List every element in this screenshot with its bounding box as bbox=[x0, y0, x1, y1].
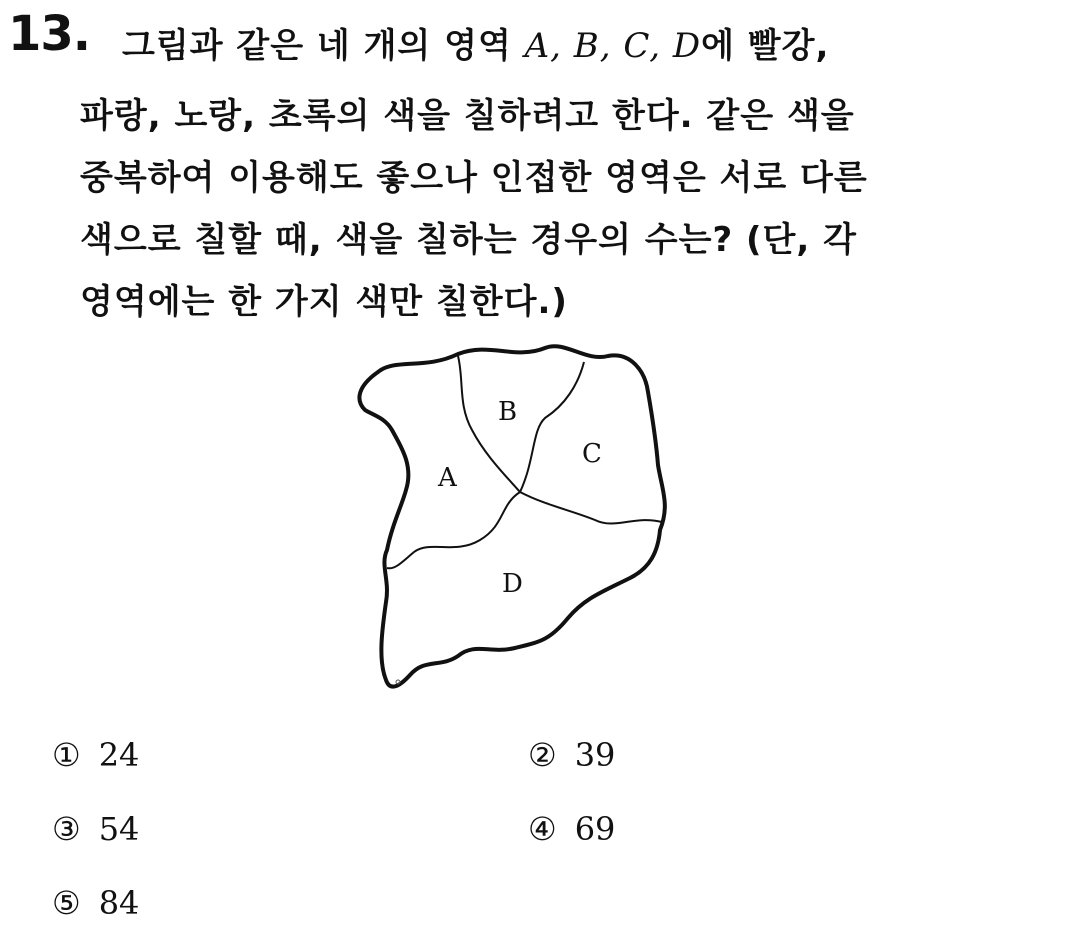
choice-value: 54 bbox=[98, 810, 140, 848]
choice-value: 69 bbox=[574, 810, 616, 848]
answer-choice-3[interactable] bbox=[52, 810, 139, 848]
boundary-b-c bbox=[520, 362, 584, 492]
region-map-figure bbox=[340, 330, 700, 710]
answer-choice-4[interactable] bbox=[528, 810, 615, 848]
answer-choice-1[interactable] bbox=[52, 736, 139, 774]
region-variables: A, B, C, D bbox=[524, 26, 702, 66]
choice-value: 39 bbox=[574, 736, 616, 774]
question-text-line-3: 중복하여 이용해도 좋으나 인접한 영역은 서로 다른 bbox=[80, 158, 868, 198]
region-label-c: C bbox=[582, 439, 602, 469]
choice-mark: ② bbox=[528, 736, 557, 774]
boundary-c-d bbox=[520, 492, 662, 524]
answer-choice-2[interactable] bbox=[528, 736, 615, 774]
choice-mark: ④ bbox=[528, 810, 557, 848]
choice-value: 84 bbox=[98, 884, 140, 922]
question-text-line-4: 색으로 칠할 때, 색을 칠하는 경우의 수는? (단, 각 bbox=[80, 220, 857, 260]
question-text-segment: 그림과 같은 네 개의 영역 bbox=[122, 26, 525, 66]
region-map-svg bbox=[340, 330, 700, 710]
question-text-segment: 에 빨강, bbox=[701, 26, 830, 66]
choice-mark: ③ bbox=[52, 810, 81, 848]
choice-value: 24 bbox=[98, 736, 140, 774]
region-label-a: A bbox=[438, 463, 457, 493]
question-text-line-5: 영역에는 한 가지 색만 칠한다.) bbox=[80, 282, 568, 322]
question-text-line-2: 파랑, 노랑, 초록의 색을 칠하려고 한다. 같은 색을 bbox=[80, 96, 855, 136]
boundary-a-d bbox=[387, 492, 520, 568]
choice-mark: ⑤ bbox=[52, 884, 81, 922]
question-text-line-1 bbox=[122, 18, 829, 67]
question-number: 13. bbox=[8, 6, 91, 62]
choice-mark: ① bbox=[52, 736, 81, 774]
region-label-b: B bbox=[498, 397, 518, 427]
answer-choice-5[interactable] bbox=[52, 884, 139, 922]
region-label-d: D bbox=[502, 569, 523, 599]
